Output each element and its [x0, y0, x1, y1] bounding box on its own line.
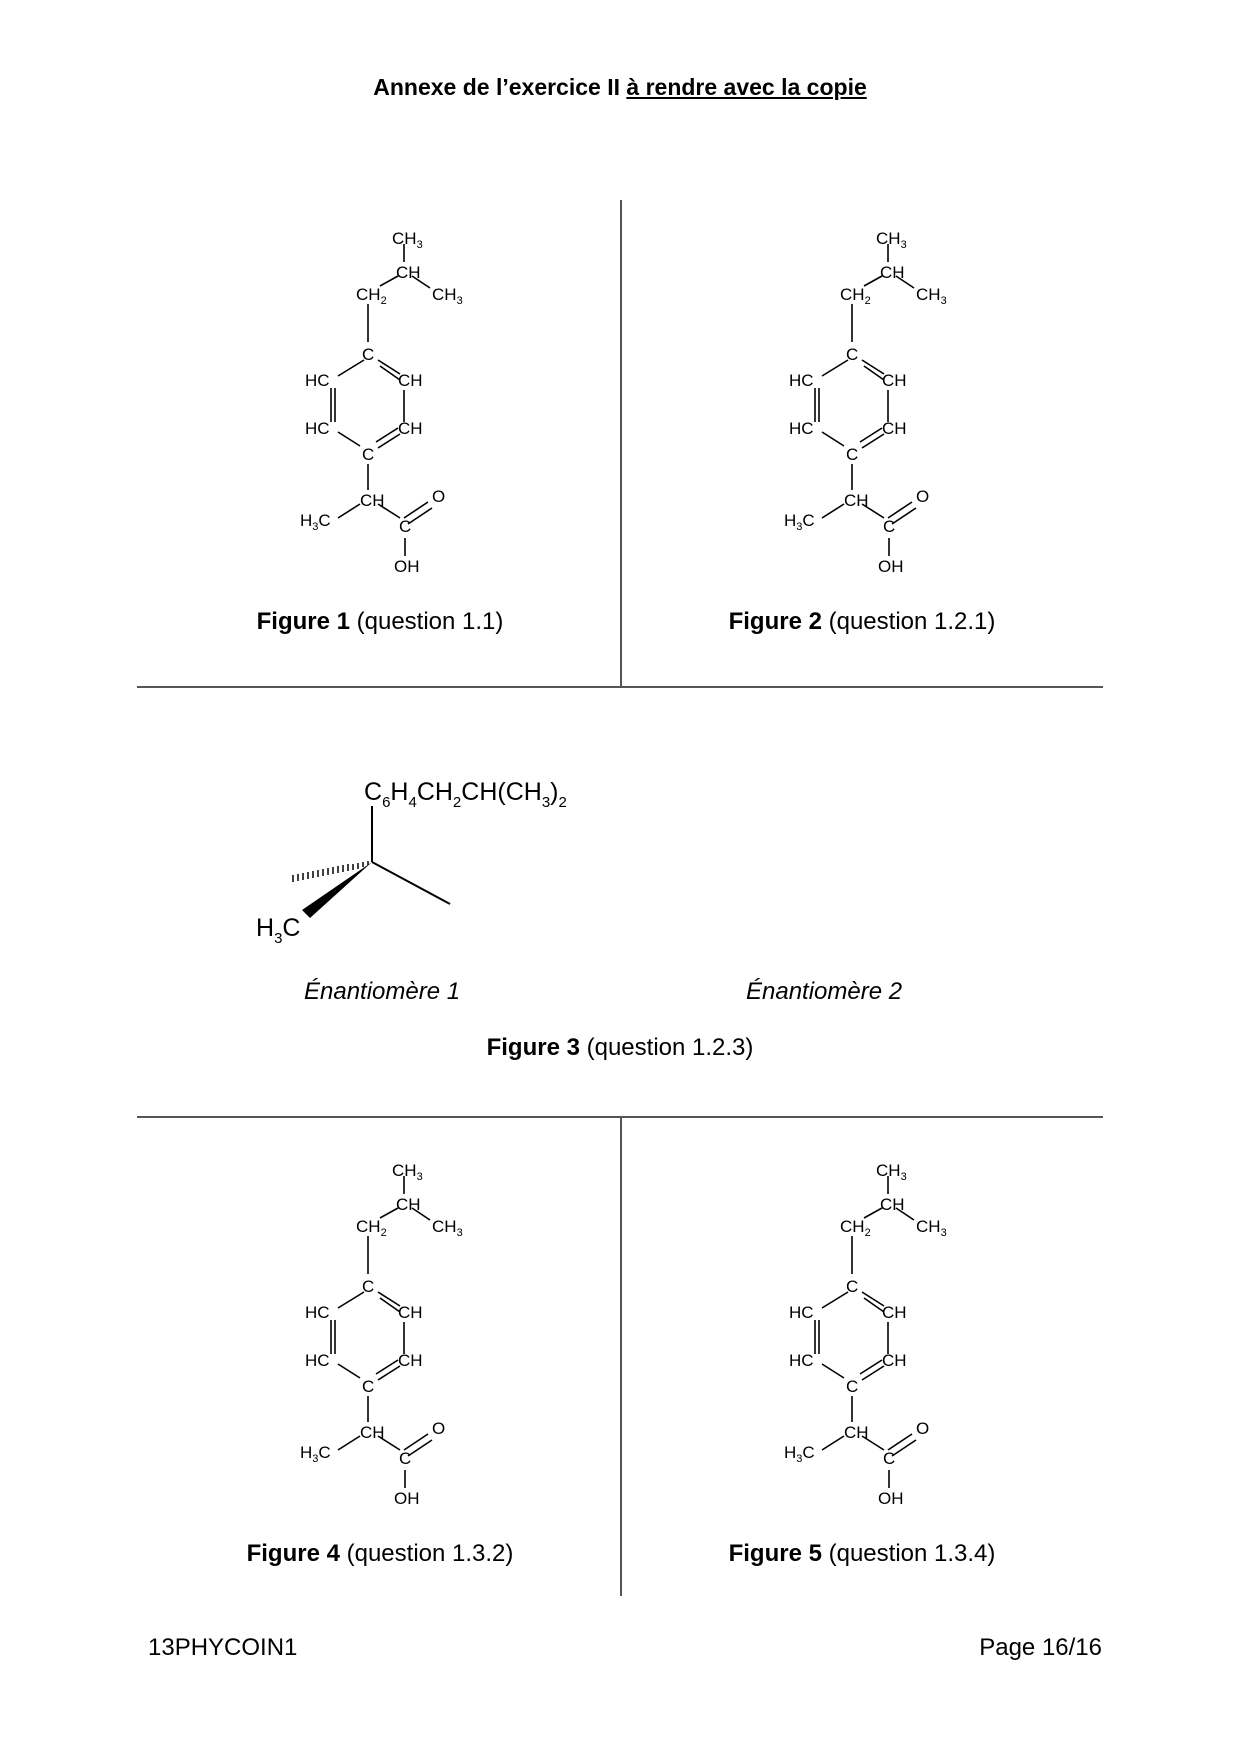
figure-1-question: (question 1.1): [349, 608, 504, 635]
label-ch3-top: CH: [392, 229, 417, 248]
label-c-bottom: C: [846, 1377, 859, 1396]
sub-2: 2: [380, 1227, 387, 1239]
label-ch-ring-lower: CH: [882, 1351, 907, 1370]
label-ch3-top: CH: [392, 1161, 417, 1180]
label-c-acid: C: [883, 517, 896, 536]
label-hc-lower: HC: [305, 1351, 330, 1370]
enantiomer-2-label: Énantiomère 2: [746, 978, 903, 1005]
label-c-methyl: C: [802, 511, 815, 530]
figure-3-caption: [420, 1034, 820, 1062]
methyl-h: H: [256, 914, 275, 942]
label-ch-ring-lower: CH: [398, 419, 423, 438]
svg-text:CH3: [432, 285, 463, 307]
sub-3: 3: [416, 239, 423, 251]
label-c-acid: C: [399, 517, 412, 536]
svg-text:CH2: [356, 285, 387, 307]
svg-text:CH3: [432, 1217, 463, 1239]
svg-text:H3C: [784, 511, 815, 533]
label-c-acid: C: [883, 1449, 896, 1468]
label-ch3-top: CH: [876, 1161, 901, 1180]
svg-text:CH3: [916, 1217, 947, 1239]
label-c-acid: C: [399, 1449, 412, 1468]
bond-right: [372, 862, 450, 904]
label-hc-lower: HC: [789, 1351, 814, 1370]
label-ch3-right: CH: [432, 1217, 457, 1236]
label-oh: OH: [394, 557, 420, 576]
svg-text:CH2: [840, 1217, 871, 1239]
label-oh: OH: [878, 1489, 904, 1508]
label-ch: CH: [880, 263, 905, 282]
label-ch-ring-lower: CH: [882, 419, 907, 438]
svg-text:H3C: [300, 1443, 331, 1465]
group-chch: CH(CH: [461, 778, 542, 806]
svg-text:H3C: [256, 914, 300, 947]
sub-3: 3: [796, 521, 803, 533]
sub-3: 3: [416, 1171, 423, 1183]
svg-text:CH3: [876, 1161, 907, 1183]
label-oh: OH: [878, 557, 904, 576]
figure-5-question: (question 1.3.4): [821, 1540, 996, 1567]
figure-5-caption: [662, 1540, 1062, 1568]
sub-3: 3: [940, 1227, 947, 1239]
label-c-methyl: C: [318, 1443, 331, 1462]
figure-5-label: Figure 5: [728, 1540, 822, 1567]
group-sub2a: 2: [452, 794, 462, 811]
label-o: O: [432, 487, 446, 506]
figure-5-molecule: [764, 1158, 984, 1518]
group-h: H: [390, 778, 409, 806]
svg-text:CH2: [840, 285, 871, 307]
group-sub4: 4: [408, 794, 417, 811]
label-c-methyl: C: [318, 511, 331, 530]
sub-3: 3: [796, 1453, 803, 1465]
divider-top-horizontal: [137, 686, 1103, 688]
group-sub3: 3: [541, 794, 551, 811]
label-ch3-right: CH: [916, 1217, 941, 1236]
label-ch-alpha: CH: [360, 491, 385, 510]
figure-2-question: (question 1.2.1): [821, 608, 996, 635]
label-hc-upper: HC: [789, 371, 814, 390]
label-c-top: C: [846, 345, 859, 364]
group-sub2b: 2: [558, 794, 567, 811]
label-c-top: C: [362, 345, 375, 364]
label-hc-lower: HC: [789, 419, 814, 438]
label-ch2: CH: [840, 1217, 865, 1236]
figure-1-caption: [180, 608, 580, 636]
methyl-c: C: [282, 914, 301, 942]
label-ch: CH: [396, 1195, 421, 1214]
label-ch3-top: CH: [876, 229, 901, 248]
label-h3c: H: [784, 511, 797, 530]
label-ch3-right: CH: [432, 285, 457, 304]
label-c-methyl: C: [802, 1443, 815, 1462]
figure-4-caption: [180, 1540, 580, 1568]
page-title: [0, 74, 1240, 101]
footer-code: 13PHYCOIN1: [148, 1634, 298, 1661]
group-c: C: [364, 778, 383, 806]
footer-page-number: Page 16/16: [979, 1634, 1102, 1661]
svg-text:H3C: [300, 511, 331, 533]
svg-text:CH3: [392, 229, 423, 251]
divider-top-vertical: [620, 200, 622, 686]
divider-bottom-vertical: [620, 1116, 622, 1596]
methyl-sub3: 3: [274, 930, 283, 947]
label-c-top: C: [846, 1277, 859, 1296]
figure-2-label: Figure 2: [728, 608, 822, 635]
label-ch2: CH: [840, 285, 865, 304]
label-ch3-right: CH: [916, 285, 941, 304]
sub-2: 2: [380, 295, 387, 307]
label-ch-ring-upper: CH: [398, 1303, 423, 1322]
figure-4-question: (question 1.3.2): [339, 1540, 514, 1567]
label-h3c: H: [300, 511, 313, 530]
label-hc-upper: HC: [305, 371, 330, 390]
svg-text:H3C: [784, 1443, 815, 1465]
sub-3: 3: [940, 295, 947, 307]
svg-text:CH3: [392, 1161, 423, 1183]
svg-text:CH3: [916, 285, 947, 307]
label-oh: OH: [394, 1489, 420, 1508]
label-ch2: CH: [356, 1217, 381, 1236]
label-hc-lower: HC: [305, 419, 330, 438]
sub-3: 3: [456, 295, 463, 307]
sub-3: 3: [312, 521, 319, 533]
label-ch2: CH: [356, 285, 381, 304]
label-hc-upper: HC: [789, 1303, 814, 1322]
label-ch: CH: [396, 263, 421, 282]
label-ch-alpha: CH: [844, 1423, 869, 1442]
figure-4-molecule: [280, 1158, 500, 1518]
figure-1-label: Figure 1: [256, 608, 350, 635]
label-c-bottom: C: [362, 445, 375, 464]
sub-2: 2: [864, 1227, 871, 1239]
group-ch: CH: [416, 778, 453, 806]
sub-3: 3: [900, 1171, 907, 1183]
label-ch-ring-upper: CH: [882, 371, 907, 390]
label-o: O: [916, 487, 930, 506]
label-c-bottom: C: [362, 1377, 375, 1396]
label-ch-ring-lower: CH: [398, 1351, 423, 1370]
label-hc-upper: HC: [305, 1303, 330, 1322]
figure-3-label: Figure 3: [486, 1034, 580, 1061]
label-c-bottom: C: [846, 445, 859, 464]
sub-2: 2: [864, 295, 871, 307]
figure-2-caption: [662, 608, 1062, 636]
enantiomer-1-label: Énantiomère 1: [304, 978, 461, 1005]
label-o: O: [916, 1419, 930, 1438]
label-h3c: H: [300, 1443, 313, 1462]
figure-3-question: (question 1.2.3): [579, 1034, 754, 1061]
label-h3c: H: [784, 1443, 797, 1462]
label-c-top: C: [362, 1277, 375, 1296]
title-main: Annexe de l’exercice II: [373, 74, 627, 100]
figure-2-molecule: [764, 226, 984, 586]
label-o: O: [432, 1419, 446, 1438]
title-underlined: à rendre avec la copie: [626, 74, 867, 100]
label-ch-alpha: CH: [360, 1423, 385, 1442]
sub-3: 3: [900, 239, 907, 251]
label-ch: CH: [880, 1195, 905, 1214]
figure-3-drawing: [240, 760, 640, 960]
group-paren: ): [550, 778, 559, 806]
group-sub6: 6: [382, 794, 391, 811]
figure-4-label: Figure 4: [246, 1540, 340, 1567]
label-ch-ring-upper: CH: [882, 1303, 907, 1322]
figure-1-molecule: [280, 226, 500, 586]
svg-text:CH3: [876, 229, 907, 251]
sub-3: 3: [312, 1453, 319, 1465]
svg-text:CH2: [356, 1217, 387, 1239]
label-ch-ring-upper: CH: [398, 371, 423, 390]
sub-3: 3: [456, 1227, 463, 1239]
bond-wedge: [302, 862, 372, 918]
label-ch-alpha: CH: [844, 491, 869, 510]
svg-text:C6H4CH2CH(CH3)2: [364, 778, 567, 811]
bond-hashed: [293, 861, 368, 882]
